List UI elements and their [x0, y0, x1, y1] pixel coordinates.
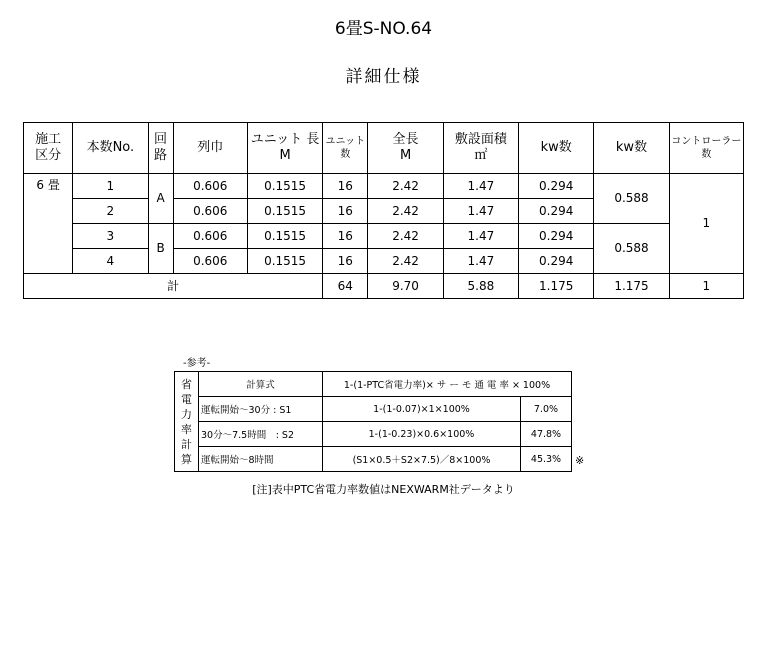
ref-header-row — [175, 372, 572, 397]
cell-no: 1 — [73, 174, 148, 199]
total-length: 9.70 — [368, 274, 443, 299]
cell-no: 4 — [73, 249, 148, 274]
cell-width: 0.606 — [173, 174, 247, 199]
header-unit-length: ユニット 長 M — [247, 123, 322, 174]
cell-kw: 0.294 — [519, 224, 594, 249]
header-circuit: 回 路 — [148, 123, 173, 174]
header-formula-label: 計算式 — [199, 372, 323, 397]
cell-area: 1.47 — [443, 249, 518, 274]
ref-row-value: 45.3% — [521, 447, 572, 472]
cell-kw: 0.294 — [519, 174, 594, 199]
cell-total-length: 2.42 — [368, 224, 443, 249]
cell-no: 3 — [73, 224, 148, 249]
total-row — [24, 274, 744, 299]
cell-unit-count: 16 — [323, 199, 368, 224]
cell-width: 0.606 — [173, 199, 247, 224]
circuit-a: A — [148, 174, 173, 224]
cell-no: 2 — [73, 199, 148, 224]
cell-area: 1.47 — [443, 174, 518, 199]
total-area: 5.88 — [443, 274, 518, 299]
header-install-area: 敷設面積 ㎡ — [443, 123, 518, 174]
cell-total-length: 2.42 — [368, 174, 443, 199]
header-kw-circuit: kw数 — [594, 123, 669, 174]
header-area: 施工 区分 — [24, 123, 73, 174]
circuit-b: B — [148, 224, 173, 274]
header-unit-count: ユニット 数 — [323, 123, 368, 174]
total-label: 計 — [24, 274, 323, 299]
header-total-length: 全長 M — [368, 123, 443, 174]
spec-table — [23, 122, 744, 299]
header-controllers: コントローラー 数 — [669, 123, 743, 174]
cell-unit-length: 0.1515 — [247, 249, 322, 274]
total-kw: 1.175 — [519, 274, 594, 299]
ref-row-value: 7.0% — [521, 397, 572, 422]
header-formula: 1-(1-PTC省電力率)× サ ー モ 通 電 率 × 100% — [323, 372, 572, 397]
header-kw-row: kw数 — [519, 123, 594, 174]
page-title: 6畳S-NO.64 — [334, 19, 433, 39]
header-count-no: 本数No. — [73, 123, 148, 174]
total-unit-count: 64 — [323, 274, 368, 299]
header-width: 列巾 — [173, 123, 247, 174]
cell-width: 0.606 — [173, 249, 247, 274]
ref-row — [175, 422, 572, 447]
cell-unit-length: 0.1515 — [247, 224, 322, 249]
power-saving-table — [174, 371, 572, 472]
cell-total-length: 2.42 — [368, 199, 443, 224]
total-circuit-kw: 1.175 — [594, 274, 669, 299]
ref-row-name: 30分～7.5時間 : S2 — [199, 422, 323, 447]
cell-area: 1.47 — [443, 224, 518, 249]
cell-total-length: 2.42 — [368, 249, 443, 274]
area-label: 6 畳 — [24, 174, 73, 274]
ref-row-formula: (S1×0.5＋S2×7.5)／8×100% — [323, 447, 521, 472]
reference-label: -参考- — [183, 358, 211, 369]
table-row — [24, 174, 744, 199]
table-header-row — [24, 123, 744, 174]
cell-width: 0.606 — [173, 224, 247, 249]
note-mark: ※ — [575, 454, 585, 467]
ref-row — [175, 447, 572, 472]
ref-row-value: 47.8% — [521, 422, 572, 447]
cell-kw: 0.294 — [519, 199, 594, 224]
controller-count: 1 — [669, 174, 743, 274]
ref-row — [175, 397, 572, 422]
circuit-a-kw: 0.588 — [594, 174, 669, 224]
side-label: 省 電 力 率 計 算 — [175, 372, 199, 472]
total-controllers: 1 — [669, 274, 743, 299]
ref-row-name: 運転開始～30分 : S1 — [199, 397, 323, 422]
cell-unit-count: 16 — [323, 249, 368, 274]
cell-kw: 0.294 — [519, 249, 594, 274]
page-subtitle: 詳細仕様 — [345, 67, 422, 87]
cell-area: 1.47 — [443, 199, 518, 224]
circuit-b-kw: 0.588 — [594, 224, 669, 274]
cell-unit-length: 0.1515 — [247, 174, 322, 199]
footnote: [注]表中PTC省電力率数値はNEXWARM社データより — [252, 483, 515, 496]
cell-unit-count: 16 — [323, 224, 368, 249]
ref-row-formula: 1-(1-0.23)×0.6×100% — [323, 422, 521, 447]
cell-unit-count: 16 — [323, 174, 368, 199]
ref-row-formula: 1-(1-0.07)×1×100% — [323, 397, 521, 422]
cell-unit-length: 0.1515 — [247, 199, 322, 224]
table-row — [24, 224, 744, 249]
ref-row-name: 運転開始～8時間 — [199, 447, 323, 472]
